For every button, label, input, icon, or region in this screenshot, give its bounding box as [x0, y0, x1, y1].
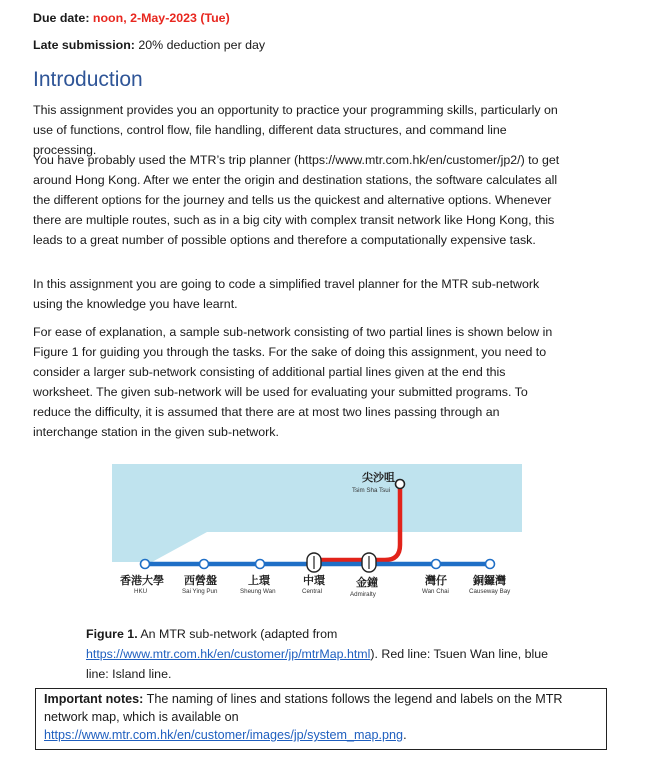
caption-text-after: ). Red line: Tsuen Wan line, blue line: Island line.: [86, 647, 549, 681]
station-en-hku: HKU: [134, 588, 148, 595]
station-marker-tsim-sha-tsui: [396, 480, 405, 489]
station-zh-causeway-bay: 銅鑼灣: [473, 574, 506, 587]
mtr-network-figure: [112, 452, 532, 612]
interchange-admiralty: [362, 553, 376, 572]
notes-end: .: [403, 728, 407, 742]
station-en-sheung-wan: Sheung Wan: [240, 588, 276, 595]
caption-text-before: An MTR sub-network (adapted from: [140, 627, 338, 641]
notes-label: Important notes:: [44, 692, 144, 706]
station-zh-admiralty: 金鐘: [356, 576, 378, 589]
due-date-line: [33, 9, 230, 27]
late-submission-label: Late submission:: [33, 38, 135, 52]
station-zh-wan-chai: 灣仔: [425, 574, 447, 587]
paragraph-trip-planner: You have probably used the MTR’s trip planner (https://www.mtr.com.hk/en/customer/jp2/) to get around Hong Kong. After we enter the origin and destination stations, the software calculates all the different options for the journey and tells us the quickest and alternative options. Whenever there are multiple routes, such as in a big city with complex transit network like Hong Kong, this leads to a great number of possible options and therefore a computationally expensive task.: [33, 153, 560, 247]
station-marker-sheung-wan: [256, 560, 265, 569]
caption-map-link[interactable]: https://www.mtr.com.hk/en/customer/jp/mtrMap.html: [86, 647, 371, 661]
late-submission-line: [33, 36, 265, 54]
paragraph-assignment: In this assignment you are going to code a simplified travel planner for the MTR sub-network using the knowledge you have learnt.: [33, 277, 540, 311]
section-heading: Introduction: [33, 68, 143, 91]
due-date-label: Due date:: [33, 11, 90, 25]
important-notes-box: [35, 688, 607, 750]
station-marker-causeway-bay: [486, 560, 495, 569]
station-en-sai-ying-pun: Sai Ying Pun: [182, 588, 218, 595]
eastern-water: [402, 464, 522, 532]
station-en-central: Central: [302, 588, 322, 595]
station-en-wan-chai: Wan Chai: [422, 588, 449, 595]
station-zh-sheung-wan: 上環: [248, 574, 270, 587]
figure-caption: [86, 624, 566, 684]
station-en-causeway-bay: Causeway Bay: [469, 588, 511, 595]
station-zh-central: 中環: [303, 574, 325, 587]
paragraph-sub-network: For ease of explanation, a sample sub-network consisting of two partial lines is shown below in Figure 1 for guiding you through the tasks. For the sake of doing this assignment, you need to consider a larger sub-network consisting of additional partial lines given at the end this worksheet. The given sub-network will be used for evaluating your submitted programs. To reduce the difficulty, it is assumed that there are at most two lines passing through an interchange station in the given sub-network.: [33, 325, 553, 439]
due-date-value: noon, 2-May-2023 (Tue): [92, 11, 230, 25]
paragraph-intro: This assignment provides you an opportunity to practice your programming skills, particularly on use of functions, control flow, file handling, different data structures, and command line processing.: [33, 103, 558, 157]
station-marker-hku: [141, 560, 150, 569]
station-en-tsim-sha-tsui: Tsim Sha Tsui: [352, 487, 391, 494]
notes-system-map-link[interactable]: https://www.mtr.com.hk/en/customer/images/jp/system_map.png: [44, 728, 404, 742]
station-en-admiralty: Admiralty: [350, 591, 376, 598]
station-zh-hku: 香港大學: [120, 574, 164, 587]
notes-text: The naming of lines and stations follows the legend and labels on the MTR network map, which is available on: [44, 692, 563, 724]
late-submission-value: 20% deduction per day: [138, 38, 266, 52]
western-water: [112, 532, 207, 562]
caption-label: Figure 1.: [86, 627, 138, 641]
station-marker-sai-ying-pun: [200, 560, 209, 569]
station-zh-sai-ying-pun: 西營盤: [184, 574, 217, 587]
station-marker-wan-chai: [432, 560, 441, 569]
interchange-central: [307, 553, 321, 572]
station-zh-tsim-sha-tsui: 尖沙咀: [362, 471, 395, 484]
